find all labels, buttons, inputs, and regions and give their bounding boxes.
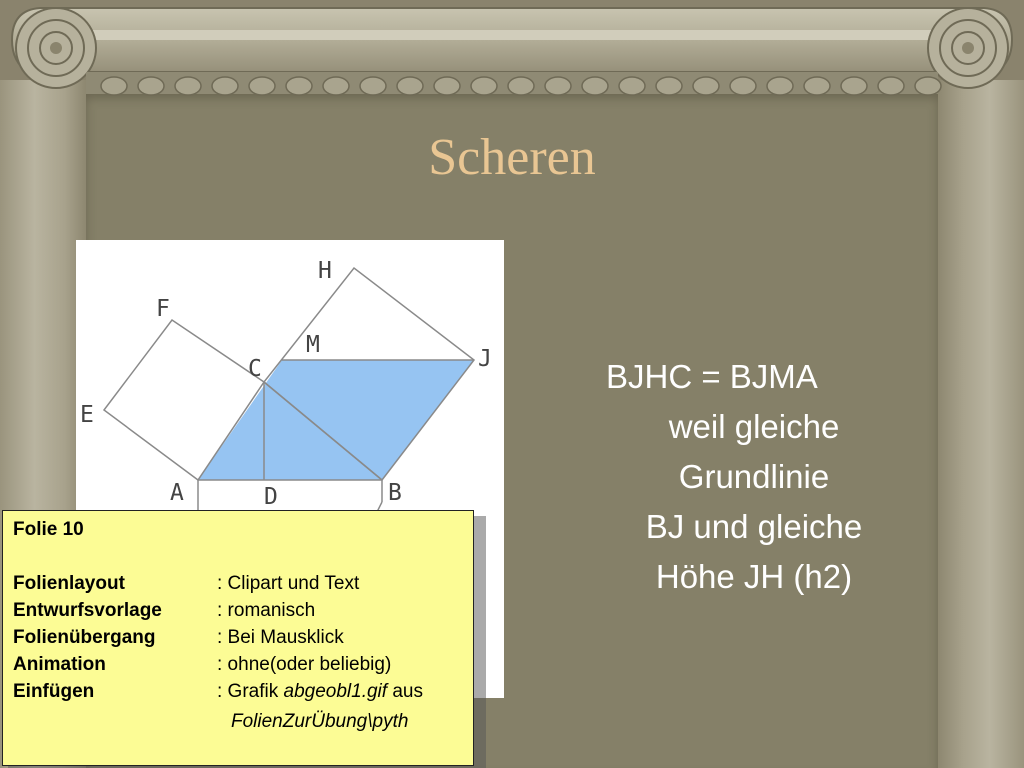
body-line-1: BJHC = BJMA [606,358,818,395]
label-H: H [318,258,332,284]
shaded-parallelogram [198,360,474,480]
note-header: Folie 10 [13,519,84,540]
volute-right [928,8,1008,88]
label-D: D [264,484,278,510]
ionic-capital-decoration [0,0,1024,110]
label-B: B [388,480,402,506]
label-A: A [170,480,184,506]
body-line-2: weil gleiche [668,408,840,445]
slide-info-note: Folie 10 Folienlayout : Clipart und Text Entwurfsvorlage : romanisch Folienübergang : Bei Mausklick Animation : ohne(oder beliebig) Einfügen : Grafik abgeobl1.gif aus FolienZurÜbung\pyth [2,510,474,766]
label-M: M [306,332,320,358]
volute-left [16,8,96,88]
label-F: F [156,296,170,322]
label-E: E [80,402,94,428]
slide-body-text [566,352,942,602]
label-J: J [478,346,492,372]
slide-title: Scheren [428,129,596,186]
label-C: C [248,356,262,382]
body-line-3: Grundlinie [678,458,830,495]
note-insert-path: FolienZurÜbung\pyth [231,711,409,732]
body-line-4: BJ und gleiche [645,508,863,545]
body-line-5: Höhe JH (h2) [655,558,853,595]
